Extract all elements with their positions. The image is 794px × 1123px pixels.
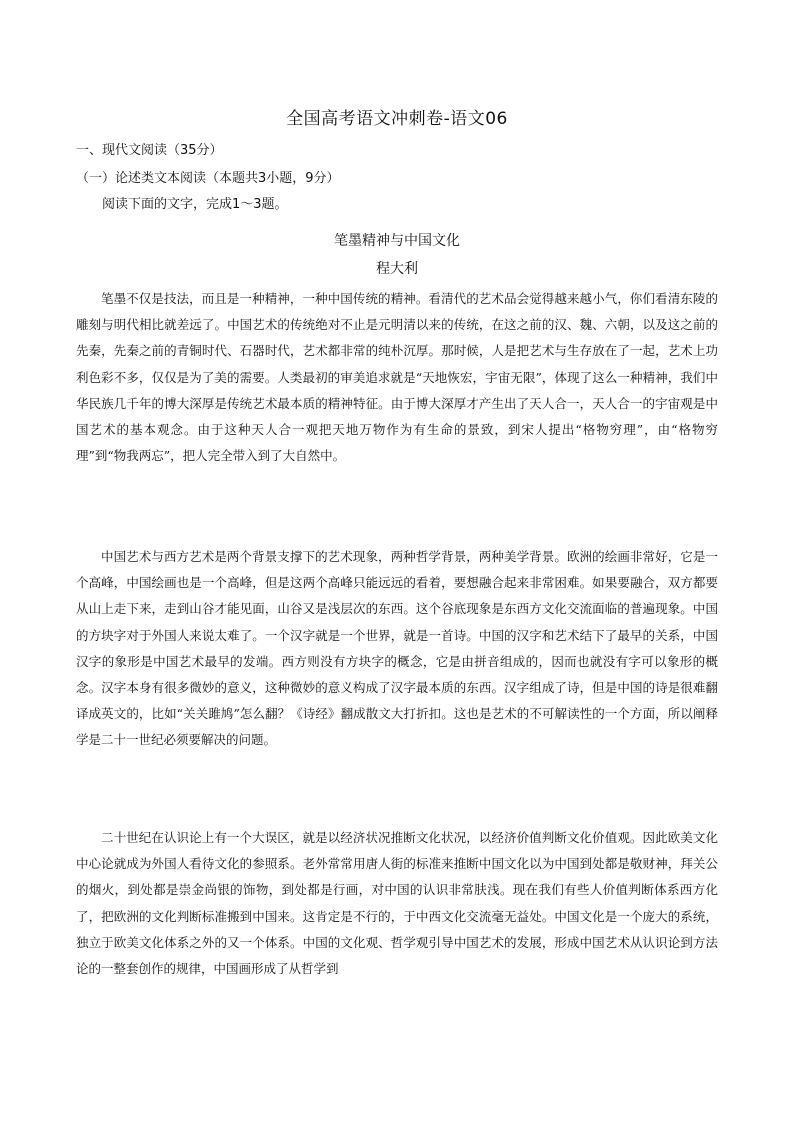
article-title: 笔墨精神与中国文化 xyxy=(334,233,460,249)
reading-instruction: 阅读下面的文字，完成1～3题。 xyxy=(102,197,288,212)
section-heading-modern-reading: 一、现代文阅读（35分） xyxy=(76,143,223,158)
document-title: 全国高考语文冲刺卷-语文06 xyxy=(286,109,508,129)
article-paragraph: 中国艺术与西方艺术是两个背景支撑下的艺术现象，两种哲学背景，两种美学背景。欧洲的绘画非常好，它是一个高峰，中国绘画也是一个高峰，但是这两个高峰只能远远的看着，要想融合起来非常困难。如果要融合，双方都要从山上走下来，走到山谷才能见面，山谷又是浅层次的东西。这个谷底现象是东西方文化交流面临的普遍现象。中国的方块字对于外国人来说太难了。一个汉字就是一个世界，就是一首诗。中国的汉字和艺术结下了最早的关系，中国汉字的象形是中国艺术最早的发端。西方则没有方块字的概念，它是由拼音组成的，因而也就没有字可以象形的概念。汉字本身有很多微妙的意义，这种微妙的意义构成了汉字最本质的东西。汉字组成了诗，但是中国的诗是很难翻译成英文的，比如“关关雎鸠”怎么翻？《诗经》翻成散文大打折扣。这也是艺术的不可解读性的一个方面，所以阐释学是二十一世纪必须要解决的问题。 xyxy=(76,549,718,748)
section-heading-argumentative-reading: （一）论述类文本阅读（本题共3小题，9分） xyxy=(76,171,340,186)
article-paragraph: 二十世纪在认识论上有一个大误区，就是以经济状况推断文化状况，以经济价值判断文化价值观。因此欧美文化中心论就成为外国人看待文化的参照系。老外常常用唐人街的标准来推断中国文化以为中国到处都是敬财神，拜关公的烟火，到处都是崇金尚银的饰物，到处都是行画，对中国的认识非常肤浅。现在我们有些人价值判断体系西方化了，把欧洲的文化判断标准搬到中国来。这肯定是不行的，于中西文化交流毫无益处。中国文化是一个庞大的系统，独立于欧美文化体系之外的又一个体系。中国的文化观、哲学观引导中国艺术的发展，形成中国艺术从认识论到方法论的一整套创作的规律，中国画形成了从哲学到 xyxy=(76,830,718,977)
article-author: 程大利 xyxy=(376,261,418,277)
article-paragraph: 笔墨不仅是技法，而且是一种精神，一种中国传统的精神。看清代的艺术品会觉得越来越小气，你们看清东陵的雕刻与明代相比就差远了。中国艺术的传统绝对不止是元明清以来的传统，在这之前的汉、魏、六朝，以及这之前的先秦，先秦之前的青铜时代、石器时代，艺术都非常的纯朴沉厚。那时候，人是把艺术与生存放在了一起，艺术上功利色彩不多，仅仅是为了美的需要。人类最初的审美追求就是“天地恢宏，宇宙无限”，体现了这么一种精神，我们中华民族几千年的博大深厚是传统艺术最本质的精神特征。由于博大深厚才产生出了天人合一，天人合一的宇宙观是中国艺术的基本观念。由于这种天人合一观把天地万物作为有生命的景致，到宋人提出“格物穷理”，由“格物穷理”到“物我两忘”，把人完全带入到了大自然中。 xyxy=(76,291,718,464)
